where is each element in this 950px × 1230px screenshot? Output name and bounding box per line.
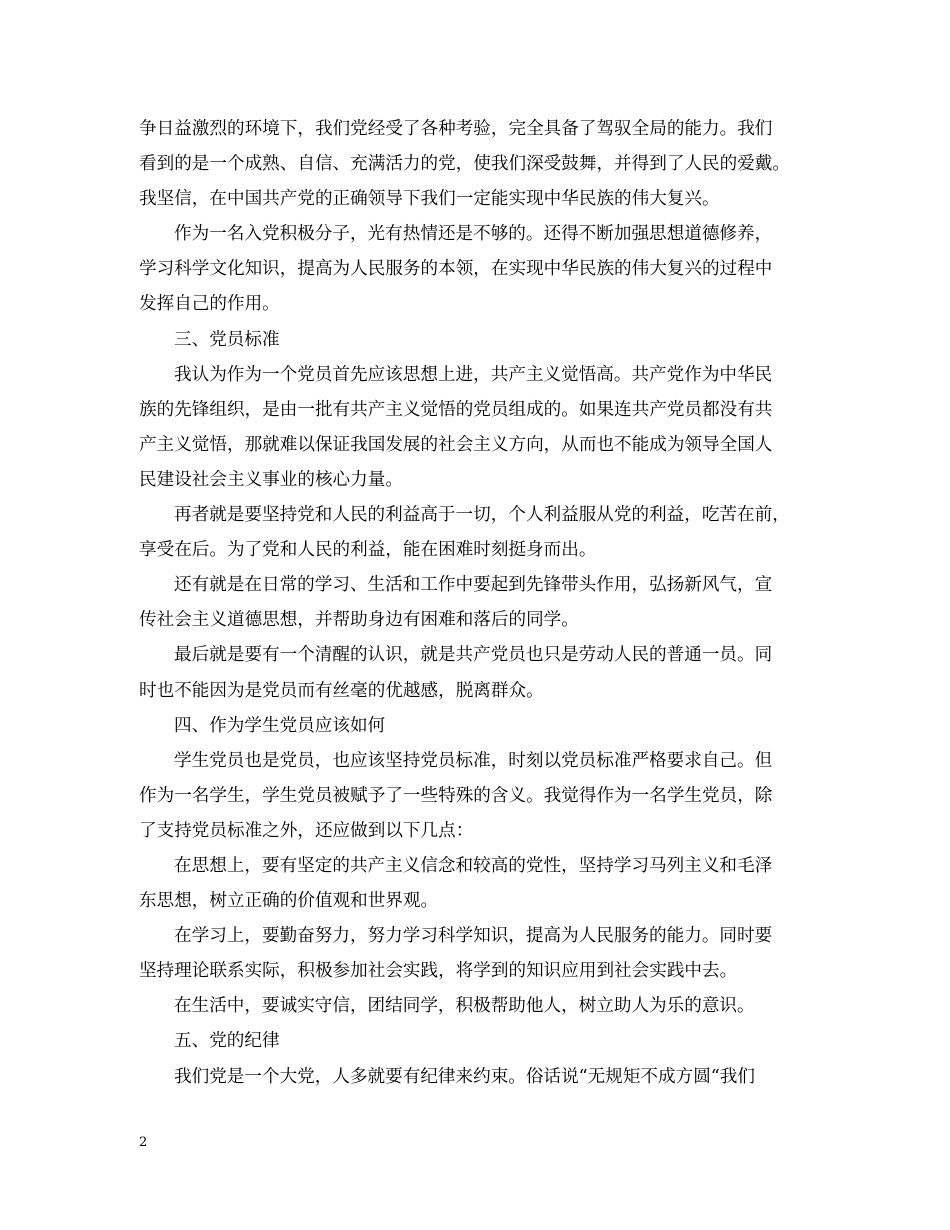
paragraph: [139, 358, 815, 498]
paragraph: [139, 709, 815, 744]
text-line: 学习科学文化知识，提高为人民服务的本领，在实现中华民族的伟大复兴的过程中: [139, 259, 773, 280]
text-line: 在思想上，要有坚定的共产主义信念和较高的党性，坚持学习马列主义和毛泽: [174, 855, 773, 876]
text-line: 东思想，树立正确的价值观和世界观。: [139, 891, 439, 912]
text-line: 享受在后。为了党和人民的利益，能在困难时刻挺身而出。: [139, 540, 597, 561]
text-line: 时也不能因为是党员而有丝毫的优越感，脱离群众。: [139, 680, 544, 701]
paragraph: [139, 919, 815, 989]
text-line: 还有就是在日常的学习、生活和工作中要起到先锋带头作用，弘扬新风气，宣: [174, 575, 773, 596]
paragraph: [139, 323, 815, 358]
paragraph: [139, 638, 815, 708]
paragraph: [139, 1060, 815, 1095]
text-line: 争日益激烈的环境下，我们党经受了各种考验，完全具备了驾驭全局的能力。我们: [139, 119, 773, 139]
text-line: 我坚信，在中国共产党的正确领导下我们一定能实现中华民族的伟大复兴。: [139, 189, 720, 210]
text-line: 我们党是一个大党，人多就要有纪律来约束。俗话说“无规矩不成方圆“我们: [174, 1066, 755, 1087]
text-line: 五、党的纪律: [174, 1031, 280, 1052]
text-line: 在学习上，要勤奋努力，努力学习科学知识，提高为人民服务的能力。同时要: [174, 926, 773, 947]
paragraph: [139, 744, 815, 849]
text-line: 发挥自己的作用。: [139, 294, 280, 315]
paragraph: [139, 498, 815, 568]
text-line: 看到的是一个成熟、自信、充满活力的党，使我们深受鼓舞，并得到了人民的爱戴。: [139, 154, 790, 175]
text-line: 族的先锋组织，是由一批有共产主义觉悟的党员组成的。如果连共产党员都没有共: [139, 399, 773, 420]
text-line: 三、党员标准: [174, 329, 280, 350]
paragraph: [139, 1024, 815, 1059]
paragraph: [139, 849, 815, 919]
paragraph: [139, 989, 815, 1024]
text-line: 在生活中，要诚实守信，团结同学，积极帮助他人，树立助人为乐的意识。: [174, 996, 755, 1017]
text-line: 四、作为学生党员应该如何: [174, 715, 386, 736]
text-line: 民建设社会主义事业的核心力量。: [139, 469, 403, 490]
paragraph: [139, 217, 815, 322]
text-line: 我认为作为一个党员首先应该思想上进，共产主义觉悟高。共产党作为中华民: [174, 364, 773, 385]
text-line: 传社会主义道德思想，并帮助身边有困难和落后的同学。: [139, 610, 579, 631]
text-line: 作为一名入党积极分子，光有热情还是不够的。还得不断加强思想道德修养，: [174, 224, 773, 245]
text-line: 最后就是要有一个清醒的认识，就是共产党员也只是劳动人民的普通一员。同: [174, 645, 773, 666]
paragraph: [139, 112, 815, 217]
text-line: 坚持理论联系实际，积极参加社会实践，将学到的知识应用到社会实践中去。: [139, 961, 738, 982]
page-number: 2: [139, 1135, 148, 1150]
text-line: 再者就是要坚持党和人民的利益高于一切，个人利益服从党的利益，吃苦在前，: [174, 505, 790, 526]
document-body: [139, 112, 815, 1095]
paragraph: [139, 568, 815, 638]
text-line: 作为一名学生，学生党员被赋予了一些特殊的含义。我觉得作为一名学生党员，除: [139, 785, 773, 806]
text-line: 产主义觉悟，那就难以保证我国发展的社会主义方向，从而也不能成为领导全国人: [139, 434, 773, 455]
text-line: 了支持党员标准之外，还应做到以下几点：: [139, 820, 474, 841]
text-line: 学生党员也是党员，也应该坚持党员标准，时刻以党员标准严格要求自己。但: [174, 750, 773, 771]
